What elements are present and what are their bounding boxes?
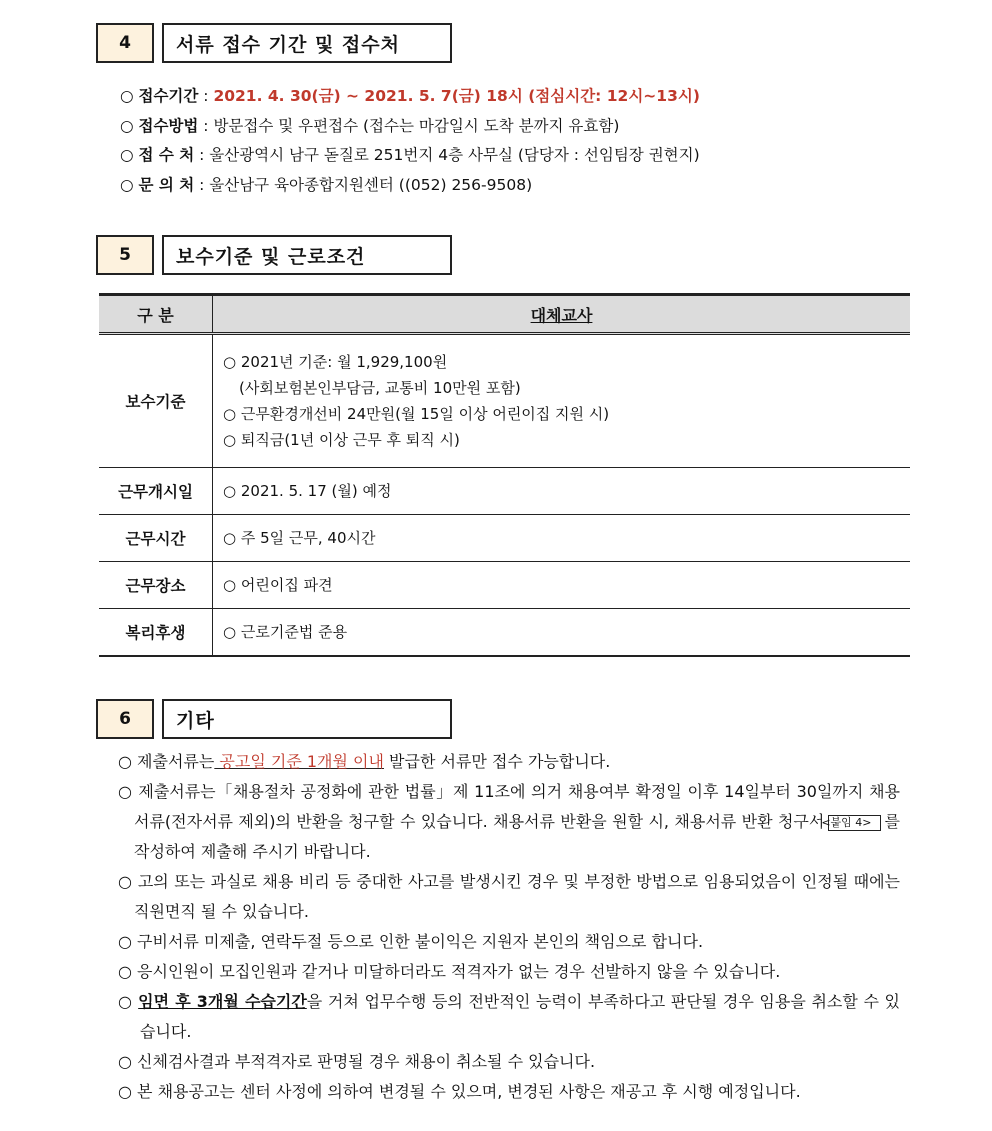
header-substitute-teacher: 대체교사 (213, 295, 911, 334)
row-head-pay: 보수기준 (99, 334, 213, 468)
row-value-hours: ○ 주 5일 근무, 40시간 (213, 515, 911, 562)
row-head-welfare: 복리후생 (99, 609, 213, 656)
conditions-table (99, 293, 910, 657)
table-row-welfare (99, 609, 910, 656)
row-value-pay: ○ 2021년 기준: 월 1,929,100원 (사회보험본인부담금, 교통비 10만원 포함) ○ 근무환경개선비 24만원(월 15일 이상 어린이집 지원 시) ○ 퇴직금(1년 이상 근무 후 퇴직 시) (213, 334, 911, 468)
attachment-4-label: <붙임 4> (828, 815, 880, 831)
table-row-start (99, 468, 910, 515)
etc-item-medical: ○ 신체검사결과 부적격자로 판명될 경우 채용이 취소될 수 있습니다. (118, 1052, 596, 1071)
section-number-6: 6 (96, 699, 154, 739)
row-value-place: ○ 어린이집 파견 (213, 562, 911, 609)
row-head-hours: 근무시간 (99, 515, 213, 562)
etc-item-no-selection: ○ 응시인원이 모집인원과 같거나 미달하더라도 적격자가 없는 경우 선발하지 않을 수 있습니다. (118, 962, 781, 981)
etc-item-dismissal: ○ 고의 또는 과실로 채용 비리 등 중대한 사고를 발생시킨 경우 및 부정한 방법으로 임용되었음이 인정될 때에는 직원면직 될 수 있습니다. (118, 872, 900, 921)
table-header-row (99, 295, 910, 334)
row-head-start: 근무개시일 (99, 468, 213, 515)
section-number-5: 5 (96, 235, 154, 275)
info-row-contact: ○ 문 의 처 : 울산남구 육아종합지원센터 ((052) 256-9508) (120, 176, 533, 194)
header-category: 구 분 (99, 295, 213, 334)
etc-item-return: ○ 제출서류는「채용절차 공정화에 관한 법률」제 11조에 의거 채용여부 확정일 이후 14일부터 30일까지 채용서류(전자서류 제외)의 반환을 청구할 수 있습니다. 채용서류 반환을 원할 시, 채용서류 반환 청구서<붙임 4> 를 작성하여 제출해 주시기 바랍니다. (118, 782, 900, 861)
info-row-period: ○ 접수기간 : 2021. 4. 30(금) ~ 2021. 5. 7(금) 18시 (점심시간: 12시~13시) (120, 87, 700, 105)
section-title-6: 기타 (162, 699, 452, 739)
table-row-pay (99, 334, 910, 468)
table-row-place (99, 562, 910, 609)
section-title-5: 보수기준 및 근로조건 (162, 235, 452, 275)
row-value-welfare: ○ 근로기준법 준용 (213, 609, 911, 656)
row-head-place: 근무장소 (99, 562, 213, 609)
info-row-place: ○ 접 수 처 : 울산광역시 남구 돋질로 251번지 4층 사무실 (담당자 : 선임팀장 권현지) (120, 146, 700, 164)
info-row-method: ○ 접수방법 : 방문접수 및 우편접수 (접수는 마감일시 도착 분까지 유효함) (120, 117, 620, 135)
section-number-4: 4 (96, 23, 154, 63)
section-title-4: 서류 접수 기간 및 접수처 (162, 23, 452, 63)
table-row-hours (99, 515, 910, 562)
row-value-start: ○ 2021. 5. 17 (월) 예정 (213, 468, 911, 515)
etc-item-change: ○ 본 채용공고는 센터 사정에 의하여 변경될 수 있으며, 변경된 사항은 재공고 후 시행 예정입니다. (118, 1082, 801, 1101)
etc-item-documents: ○ 제출서류는 공고일 기준 1개월 이내 발급한 서류만 접수 가능합니다. (118, 752, 611, 771)
etc-list (118, 747, 900, 1107)
etc-item-probation: ○ 임면 후 3개월 수습기간을 거쳐 업무수행 등의 전반적인 능력이 부족하다고 판단될 경우 임용을 취소할 수 있습니다. (118, 992, 901, 1041)
etc-item-disadvantage: ○ 구비서류 미제출, 연락두절 등으로 인한 불이익은 지원자 본인의 책임으로 합니다. (118, 932, 704, 951)
